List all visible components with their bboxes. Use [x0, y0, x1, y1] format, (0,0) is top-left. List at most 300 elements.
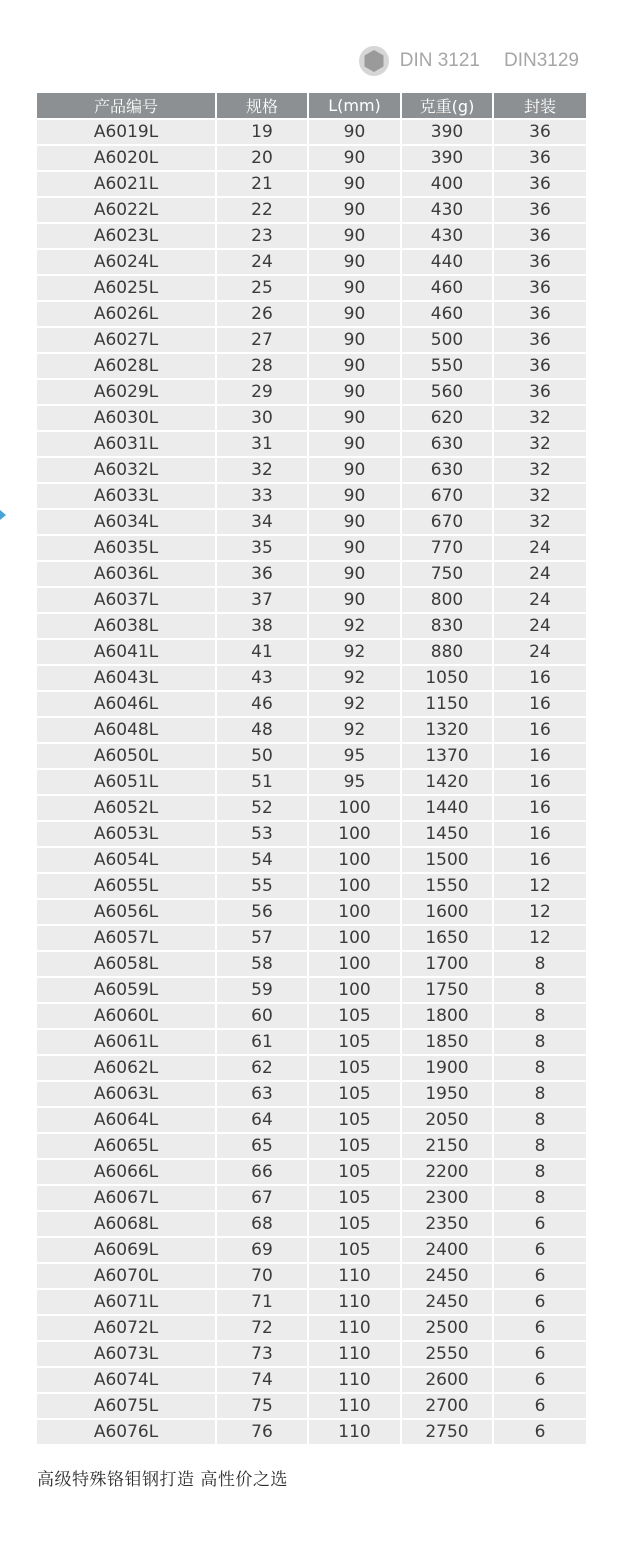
cell-weight: 830 — [401, 613, 493, 639]
cell-length: 90 — [308, 405, 401, 431]
cell-size: 52 — [216, 795, 308, 821]
cell-size: 48 — [216, 717, 308, 743]
cell-product-code: A6021L — [37, 171, 216, 197]
cell-length: 105 — [308, 1081, 401, 1107]
cell-product-code: A6073L — [37, 1341, 216, 1367]
table-row — [37, 249, 586, 275]
table-row — [37, 1055, 586, 1081]
cell-weight: 2150 — [401, 1133, 493, 1159]
cell-package: 32 — [493, 457, 586, 483]
table-row — [37, 847, 586, 873]
table-row — [37, 821, 586, 847]
cell-size: 46 — [216, 691, 308, 717]
table-row — [37, 587, 586, 613]
cell-package: 8 — [493, 1029, 586, 1055]
product-spec-table — [37, 93, 586, 1444]
cell-length: 90 — [308, 275, 401, 301]
cell-package: 6 — [493, 1341, 586, 1367]
cell-length: 90 — [308, 327, 401, 353]
cell-package: 36 — [493, 197, 586, 223]
cell-package: 36 — [493, 223, 586, 249]
cell-product-code: A6024L — [37, 249, 216, 275]
cell-weight: 880 — [401, 639, 493, 665]
table-row — [37, 717, 586, 743]
cell-product-code: A6029L — [37, 379, 216, 405]
cell-size: 72 — [216, 1315, 308, 1341]
cell-weight: 550 — [401, 353, 493, 379]
cell-weight: 2450 — [401, 1289, 493, 1315]
cell-size: 67 — [216, 1185, 308, 1211]
table-header-row — [37, 93, 586, 119]
cell-weight: 1900 — [401, 1055, 493, 1081]
cell-package: 6 — [493, 1237, 586, 1263]
cell-package: 8 — [493, 1185, 586, 1211]
din-standards — [358, 44, 579, 78]
cell-length: 90 — [308, 379, 401, 405]
cell-weight: 1440 — [401, 795, 493, 821]
table-row — [37, 1107, 586, 1133]
cell-package: 36 — [493, 249, 586, 275]
table-row — [37, 301, 586, 327]
cell-length: 100 — [308, 925, 401, 951]
cell-package: 32 — [493, 509, 586, 535]
cell-package: 24 — [493, 535, 586, 561]
cell-package: 24 — [493, 613, 586, 639]
cell-package: 6 — [493, 1315, 586, 1341]
cell-product-code: A6064L — [37, 1107, 216, 1133]
cell-package: 16 — [493, 717, 586, 743]
cell-product-code: A6033L — [37, 483, 216, 509]
cell-length: 90 — [308, 353, 401, 379]
table-row — [37, 145, 586, 171]
table-row — [37, 795, 586, 821]
cell-length: 110 — [308, 1263, 401, 1289]
cell-length: 110 — [308, 1315, 401, 1341]
cell-length: 110 — [308, 1419, 401, 1444]
table-row — [37, 1081, 586, 1107]
cell-weight: 1450 — [401, 821, 493, 847]
din-3121-label: DIN 3121 — [399, 50, 480, 71]
table-row — [37, 223, 586, 249]
table-row — [37, 431, 586, 457]
cell-size: 73 — [216, 1341, 308, 1367]
cell-package: 32 — [493, 483, 586, 509]
cell-package: 36 — [493, 171, 586, 197]
table-row — [37, 1185, 586, 1211]
cell-length: 90 — [308, 171, 401, 197]
cell-length: 100 — [308, 977, 401, 1003]
cell-package: 16 — [493, 769, 586, 795]
table-row — [37, 1393, 586, 1419]
cell-length: 90 — [308, 145, 401, 171]
cell-length: 110 — [308, 1289, 401, 1315]
cell-product-code: A6058L — [37, 951, 216, 977]
cell-length: 110 — [308, 1367, 401, 1393]
cell-product-code: A6046L — [37, 691, 216, 717]
cell-package: 36 — [493, 379, 586, 405]
cell-weight: 2700 — [401, 1393, 493, 1419]
cell-product-code: A6034L — [37, 509, 216, 535]
cell-length: 90 — [308, 587, 401, 613]
cell-product-code: A6027L — [37, 327, 216, 353]
cell-weight: 670 — [401, 509, 493, 535]
cell-weight: 1150 — [401, 691, 493, 717]
cell-weight: 1950 — [401, 1081, 493, 1107]
table-row — [37, 197, 586, 223]
cell-weight: 1320 — [401, 717, 493, 743]
cell-size: 56 — [216, 899, 308, 925]
cell-size: 64 — [216, 1107, 308, 1133]
table-body — [37, 119, 586, 1444]
cell-product-code: A6053L — [37, 821, 216, 847]
cell-size: 38 — [216, 613, 308, 639]
table-row — [37, 275, 586, 301]
cell-size: 76 — [216, 1419, 308, 1444]
table-row — [37, 171, 586, 197]
table-row — [37, 1315, 586, 1341]
cell-size: 65 — [216, 1133, 308, 1159]
header-length: L(mm) — [308, 93, 401, 119]
cell-weight: 1650 — [401, 925, 493, 951]
cell-length: 90 — [308, 431, 401, 457]
cell-size: 22 — [216, 197, 308, 223]
cell-weight: 500 — [401, 327, 493, 353]
cell-product-code: A6032L — [37, 457, 216, 483]
cell-package: 16 — [493, 743, 586, 769]
cell-size: 51 — [216, 769, 308, 795]
cell-size: 32 — [216, 457, 308, 483]
cell-size: 30 — [216, 405, 308, 431]
cell-size: 19 — [216, 119, 308, 145]
cell-package: 32 — [493, 405, 586, 431]
cell-size: 28 — [216, 353, 308, 379]
header-package: 封装 — [493, 93, 586, 119]
table-row — [37, 483, 586, 509]
cell-weight: 440 — [401, 249, 493, 275]
cell-size: 59 — [216, 977, 308, 1003]
cell-size: 63 — [216, 1081, 308, 1107]
cell-length: 90 — [308, 119, 401, 145]
cell-length: 90 — [308, 197, 401, 223]
table-row — [37, 691, 586, 717]
cell-weight: 670 — [401, 483, 493, 509]
table-row — [37, 1289, 586, 1315]
cell-size: 60 — [216, 1003, 308, 1029]
cell-length: 105 — [308, 1159, 401, 1185]
cell-size: 34 — [216, 509, 308, 535]
cell-product-code: A6022L — [37, 197, 216, 223]
cell-product-code: A6048L — [37, 717, 216, 743]
cell-weight: 2200 — [401, 1159, 493, 1185]
cell-length: 90 — [308, 509, 401, 535]
cell-package: 6 — [493, 1289, 586, 1315]
table-row — [37, 1003, 586, 1029]
cell-package: 8 — [493, 1055, 586, 1081]
table-row — [37, 1029, 586, 1055]
cell-size: 37 — [216, 587, 308, 613]
table-row — [37, 119, 586, 145]
cell-length: 95 — [308, 769, 401, 795]
cell-size: 74 — [216, 1367, 308, 1393]
cell-product-code: A6019L — [37, 119, 216, 145]
cell-length: 100 — [308, 951, 401, 977]
cell-package: 12 — [493, 899, 586, 925]
cell-weight: 630 — [401, 431, 493, 457]
footer-slogan: 高级特殊铬钼钢打造 高性价之选 — [37, 1470, 288, 1490]
cell-product-code: A6061L — [37, 1029, 216, 1055]
cell-package: 36 — [493, 301, 586, 327]
cell-weight: 1370 — [401, 743, 493, 769]
cell-length: 110 — [308, 1393, 401, 1419]
cell-package: 36 — [493, 275, 586, 301]
table-row — [37, 743, 586, 769]
table-row — [37, 457, 586, 483]
cell-weight: 430 — [401, 197, 493, 223]
cell-weight: 800 — [401, 587, 493, 613]
table-row — [37, 1237, 586, 1263]
cell-package: 16 — [493, 691, 586, 717]
cell-length: 110 — [308, 1341, 401, 1367]
cell-weight: 2450 — [401, 1263, 493, 1289]
cell-package: 6 — [493, 1393, 586, 1419]
cell-product-code: A6028L — [37, 353, 216, 379]
cell-weight: 630 — [401, 457, 493, 483]
table-row — [37, 977, 586, 1003]
cell-size: 36 — [216, 561, 308, 587]
cell-package: 36 — [493, 145, 586, 171]
cell-length: 90 — [308, 483, 401, 509]
cell-size: 55 — [216, 873, 308, 899]
cell-length: 100 — [308, 847, 401, 873]
cell-package: 8 — [493, 951, 586, 977]
cell-product-code: A6062L — [37, 1055, 216, 1081]
cell-package: 8 — [493, 1133, 586, 1159]
cell-package: 16 — [493, 795, 586, 821]
cell-weight: 390 — [401, 145, 493, 171]
cell-weight: 400 — [401, 171, 493, 197]
cell-package: 16 — [493, 847, 586, 873]
table-row — [37, 639, 586, 665]
cell-size: 24 — [216, 249, 308, 275]
cell-product-code: A6069L — [37, 1237, 216, 1263]
cell-product-code: A6050L — [37, 743, 216, 769]
cell-size: 27 — [216, 327, 308, 353]
cell-length: 100 — [308, 873, 401, 899]
cell-product-code: A6051L — [37, 769, 216, 795]
cell-package: 6 — [493, 1367, 586, 1393]
cell-size: 62 — [216, 1055, 308, 1081]
cell-weight: 1550 — [401, 873, 493, 899]
cell-package: 36 — [493, 327, 586, 353]
table-row — [37, 1419, 586, 1444]
cell-size: 57 — [216, 925, 308, 951]
cell-product-code: A6052L — [37, 795, 216, 821]
cell-weight: 2550 — [401, 1341, 493, 1367]
cell-package: 6 — [493, 1263, 586, 1289]
cell-product-code: A6036L — [37, 561, 216, 587]
table-row — [37, 873, 586, 899]
cell-weight: 1750 — [401, 977, 493, 1003]
cell-weight: 1050 — [401, 665, 493, 691]
table-row — [37, 769, 586, 795]
table-row — [37, 1367, 586, 1393]
cell-size: 70 — [216, 1263, 308, 1289]
cell-package: 16 — [493, 821, 586, 847]
cell-length: 90 — [308, 249, 401, 275]
cell-product-code: A6035L — [37, 535, 216, 561]
cell-size: 33 — [216, 483, 308, 509]
cell-length: 105 — [308, 1029, 401, 1055]
cell-size: 61 — [216, 1029, 308, 1055]
cell-size: 66 — [216, 1159, 308, 1185]
cell-package: 6 — [493, 1419, 586, 1444]
cell-length: 92 — [308, 665, 401, 691]
table-row — [37, 379, 586, 405]
cell-package: 24 — [493, 639, 586, 665]
cell-length: 105 — [308, 1107, 401, 1133]
cell-package: 8 — [493, 1003, 586, 1029]
cell-product-code: A6037L — [37, 587, 216, 613]
cell-weight: 2750 — [401, 1419, 493, 1444]
cell-product-code: A6060L — [37, 1003, 216, 1029]
cell-product-code: A6023L — [37, 223, 216, 249]
table-row — [37, 405, 586, 431]
cell-product-code: A6043L — [37, 665, 216, 691]
cell-weight: 2500 — [401, 1315, 493, 1341]
cell-package: 6 — [493, 1211, 586, 1237]
table-row — [37, 1159, 586, 1185]
cell-weight: 2600 — [401, 1367, 493, 1393]
cell-size: 50 — [216, 743, 308, 769]
table-row — [37, 665, 586, 691]
cell-size: 20 — [216, 145, 308, 171]
cell-size: 26 — [216, 301, 308, 327]
din-3129-label: DIN3129 — [504, 50, 579, 71]
cell-length: 95 — [308, 743, 401, 769]
cell-product-code: A6055L — [37, 873, 216, 899]
cell-weight: 460 — [401, 301, 493, 327]
cell-product-code: A6025L — [37, 275, 216, 301]
cell-size: 53 — [216, 821, 308, 847]
cell-weight: 750 — [401, 561, 493, 587]
cell-weight: 430 — [401, 223, 493, 249]
cell-package: 12 — [493, 925, 586, 951]
cell-product-code: A6071L — [37, 1289, 216, 1315]
cell-product-code: A6072L — [37, 1315, 216, 1341]
cell-length: 105 — [308, 1055, 401, 1081]
cell-length: 100 — [308, 821, 401, 847]
cell-weight: 620 — [401, 405, 493, 431]
cell-weight: 2350 — [401, 1211, 493, 1237]
cell-package: 24 — [493, 561, 586, 587]
cell-weight: 2400 — [401, 1237, 493, 1263]
cell-size: 23 — [216, 223, 308, 249]
cell-product-code: A6063L — [37, 1081, 216, 1107]
cell-weight: 1600 — [401, 899, 493, 925]
cell-weight: 390 — [401, 119, 493, 145]
table-row — [37, 1211, 586, 1237]
cell-package: 8 — [493, 1159, 586, 1185]
cell-length: 92 — [308, 613, 401, 639]
cell-size: 68 — [216, 1211, 308, 1237]
cell-product-code: A6070L — [37, 1263, 216, 1289]
cell-package: 36 — [493, 353, 586, 379]
cell-package: 8 — [493, 1107, 586, 1133]
cell-size: 75 — [216, 1393, 308, 1419]
cell-package: 12 — [493, 873, 586, 899]
cell-product-code: A6067L — [37, 1185, 216, 1211]
cell-weight: 1420 — [401, 769, 493, 795]
cell-size: 29 — [216, 379, 308, 405]
cell-package: 8 — [493, 977, 586, 1003]
table-row — [37, 353, 586, 379]
table-row — [37, 1263, 586, 1289]
cell-size: 71 — [216, 1289, 308, 1315]
table-row — [37, 1341, 586, 1367]
table-row — [37, 1133, 586, 1159]
table-row — [37, 561, 586, 587]
cell-product-code: A6041L — [37, 639, 216, 665]
cell-package: 8 — [493, 1081, 586, 1107]
cell-length: 92 — [308, 717, 401, 743]
cell-size: 58 — [216, 951, 308, 977]
table-row — [37, 509, 586, 535]
cell-product-code: A6075L — [37, 1393, 216, 1419]
cell-length: 90 — [308, 535, 401, 561]
cell-size: 43 — [216, 665, 308, 691]
cell-size: 41 — [216, 639, 308, 665]
cell-package: 32 — [493, 431, 586, 457]
cell-size: 54 — [216, 847, 308, 873]
header-product-code: 产品编号 — [37, 93, 216, 119]
table-row — [37, 535, 586, 561]
cell-size: 31 — [216, 431, 308, 457]
cell-size: 35 — [216, 535, 308, 561]
cell-product-code: A6020L — [37, 145, 216, 171]
cell-length: 92 — [308, 691, 401, 717]
table-row — [37, 613, 586, 639]
cell-package: 24 — [493, 587, 586, 613]
cell-weight: 1850 — [401, 1029, 493, 1055]
cell-weight: 560 — [401, 379, 493, 405]
cell-weight: 460 — [401, 275, 493, 301]
cell-product-code: A6030L — [37, 405, 216, 431]
cell-weight: 1800 — [401, 1003, 493, 1029]
cell-weight: 770 — [401, 535, 493, 561]
cell-size: 69 — [216, 1237, 308, 1263]
cell-length: 90 — [308, 301, 401, 327]
cell-length: 90 — [308, 223, 401, 249]
cell-size: 21 — [216, 171, 308, 197]
cell-product-code: A6057L — [37, 925, 216, 951]
cell-weight: 1700 — [401, 951, 493, 977]
cell-weight: 2300 — [401, 1185, 493, 1211]
cell-product-code: A6026L — [37, 301, 216, 327]
cell-weight: 1500 — [401, 847, 493, 873]
cell-length: 90 — [308, 457, 401, 483]
cell-product-code: A6074L — [37, 1367, 216, 1393]
edge-arrow-mark — [0, 510, 6, 520]
table-row — [37, 899, 586, 925]
cell-length: 90 — [308, 561, 401, 587]
cell-package: 16 — [493, 665, 586, 691]
table-row — [37, 925, 586, 951]
cell-product-code: A6059L — [37, 977, 216, 1003]
cell-length: 100 — [308, 899, 401, 925]
table-row — [37, 327, 586, 353]
cell-product-code: A6054L — [37, 847, 216, 873]
cell-size: 25 — [216, 275, 308, 301]
